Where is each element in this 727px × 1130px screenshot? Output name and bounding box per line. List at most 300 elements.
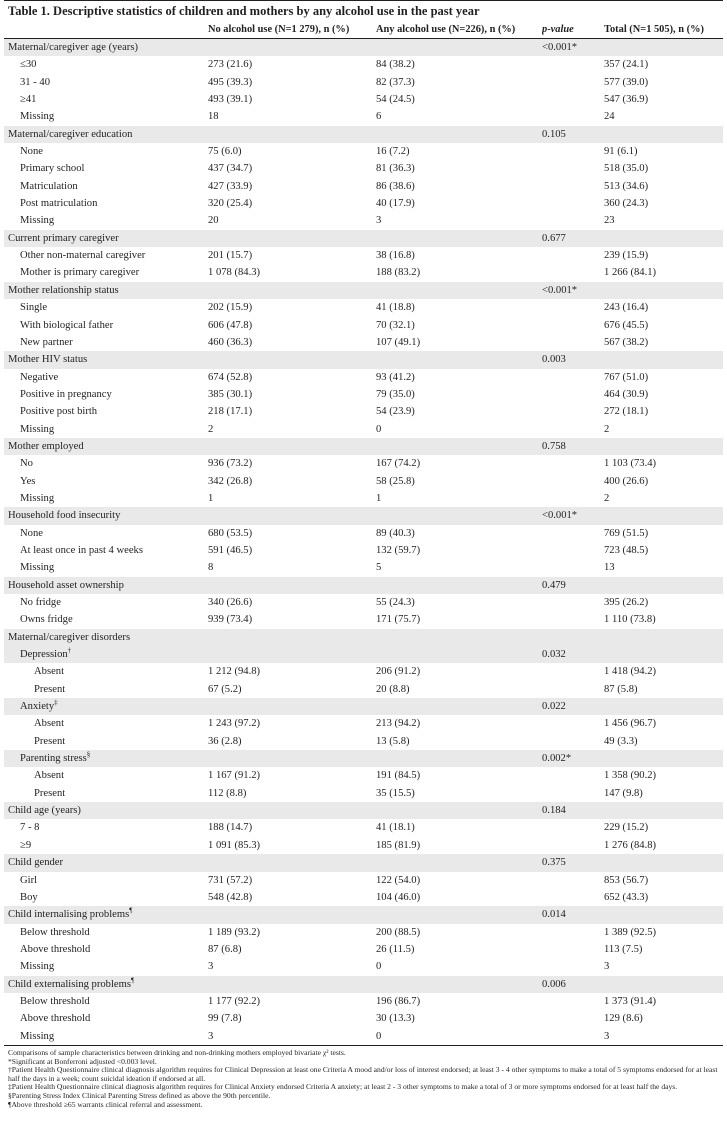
cell-no-alcohol [208,577,376,594]
row-label [4,525,208,542]
cell-no-alcohol [208,126,376,143]
cell-no-alcohol [208,507,376,524]
cell-any-alcohol-text: 13 (5.8) [376,735,410,747]
row-label-text: Boy [20,891,38,903]
cell-any-alcohol-text: 171 (75.7) [376,614,421,626]
cell-no-alcohol [208,403,376,420]
cell-any-alcohol [376,577,542,594]
row-label [4,889,208,906]
cell-p-value-text: 0.006 [542,978,566,990]
cell-total [604,594,723,611]
table-row [4,143,723,160]
cell-any-alcohol [376,317,542,334]
table-row [4,785,723,802]
table-row [4,334,723,351]
cell-no-alcohol [208,230,376,247]
cell-any-alcohol [376,681,542,698]
cell-any-alcohol-text: 82 (37.3) [376,76,415,88]
cell-any-alcohol [376,212,542,229]
cell-any-alcohol [376,837,542,854]
row-label-text: At least once in past 4 weeks [20,544,143,556]
cell-no-alcohol [208,74,376,91]
cell-total-text: 3 [604,1030,610,1042]
row-label-text: Missing [20,961,55,973]
cell-total [604,369,723,386]
cell-p-value [542,542,604,559]
cell-no-alcohol-text: 320 (25.4) [208,198,253,210]
row-label [4,906,208,923]
row-label [4,854,208,871]
row-label [4,542,208,559]
cell-no-alcohol [208,386,376,403]
cell-any-alcohol-text: 26 (11.5) [376,943,415,955]
cell-any-alcohol [376,195,542,212]
row-label [4,317,208,334]
row-label [4,39,208,57]
table-row [4,247,723,264]
table-row [4,74,723,91]
cell-p-value-text: 0.014 [542,909,566,921]
cell-p-value-text: 0.758 [542,440,566,452]
row-label [4,421,208,438]
table-row [4,369,723,386]
cell-no-alcohol [208,39,376,57]
cell-no-alcohol-text: 342 (26.8) [208,475,253,487]
cell-total-text: 1 358 (90.2) [604,770,657,782]
cell-any-alcohol-text: 81 (36.3) [376,163,415,175]
cell-any-alcohol-text: 58 (25.8) [376,475,415,487]
cell-no-alcohol-text: 427 (33.9) [208,180,253,192]
cell-p-value [542,351,604,368]
cell-any-alcohol [376,854,542,871]
cell-p-value-text: <0.001* [542,284,578,296]
cell-no-alcohol [208,941,376,958]
footnote-marker: § [86,750,91,759]
row-label [4,785,208,802]
row-label-text: No [20,458,33,470]
table-row [4,715,723,732]
cell-no-alcohol [208,542,376,559]
cell-any-alcohol-text: 196 (86.7) [376,995,421,1007]
cell-total [604,837,723,854]
cell-no-alcohol-text: 201 (15.7) [208,250,253,262]
row-label-text: No fridge [20,597,61,608]
table-row [4,611,723,628]
cell-p-value [542,39,604,57]
row-label [4,282,208,299]
row-label-text: Mother relationship status [8,284,119,296]
row-label [4,976,208,993]
row-label [4,611,208,628]
row-label-text: Child externalising problems [8,978,131,990]
cell-p-value [542,646,604,663]
cell-no-alcohol [208,958,376,975]
cell-any-alcohol-text: 107 (49.1) [376,336,421,348]
cell-any-alcohol-text: 3 [376,215,382,227]
cell-total [604,1028,723,1046]
cell-p-value [542,785,604,802]
row-label [4,819,208,836]
cell-no-alcohol-text: 680 (53.5) [208,527,253,539]
cell-total [604,559,723,576]
cell-total [604,715,723,732]
cell-no-alcohol-text: 273 (21.6) [208,59,253,71]
table-row [4,490,723,507]
cell-total [604,767,723,784]
row-label-text: Primary school [20,163,85,175]
cell-total-text: 2 [604,492,610,504]
cell-p-value [542,837,604,854]
cell-total [604,733,723,750]
row-label [4,1010,208,1027]
table-row [4,872,723,889]
table-section-row [4,351,723,368]
cell-p-value [542,108,604,125]
row-label-text: Other non-maternal caregiver [20,250,146,262]
row-label [4,386,208,403]
cell-p-value [542,941,604,958]
row-label [4,351,208,368]
cell-any-alcohol [376,56,542,73]
cell-no-alcohol [208,698,376,715]
table-section-row [4,854,723,871]
cell-any-alcohol-text: 20 (8.8) [376,683,410,695]
cell-any-alcohol-text: 89 (40.3) [376,527,415,539]
cell-no-alcohol-text: 75 (6.0) [208,146,242,158]
cell-no-alcohol [208,334,376,351]
cell-total-text: 272 (18.1) [604,406,649,418]
table-row [4,386,723,403]
cell-any-alcohol [376,941,542,958]
cell-any-alcohol [376,594,542,611]
cell-any-alcohol [376,74,542,91]
cell-any-alcohol-text: 188 (83.2) [376,267,421,279]
cell-p-value [542,369,604,386]
cell-any-alcohol [376,542,542,559]
cell-any-alcohol [376,767,542,784]
header-p-value-text: p-value [542,23,574,35]
cell-any-alcohol [376,490,542,507]
row-label-text: Yes [20,475,36,487]
cell-total [604,958,723,975]
cell-no-alcohol-text: 1 177 (92.2) [208,995,261,1007]
cell-total-text: 1 389 (92.5) [604,926,657,938]
cell-p-value [542,872,604,889]
cell-any-alcohol [376,455,542,472]
cell-p-value [542,698,604,715]
cell-no-alcohol [208,351,376,368]
cell-total [604,507,723,524]
table-row [4,993,723,1010]
cell-p-value [542,299,604,316]
row-label [4,663,208,680]
cell-any-alcohol [376,750,542,767]
cell-no-alcohol [208,438,376,455]
cell-total [604,438,723,455]
cell-total-text: 577 (39.0) [604,76,649,88]
row-label [4,941,208,958]
cell-no-alcohol [208,802,376,819]
table-section-row [4,646,723,663]
cell-no-alcohol [208,611,376,628]
table-row [4,160,723,177]
cell-any-alcohol [376,906,542,923]
row-label-text: Owns fridge [20,614,73,626]
cell-total-text: 49 (3.3) [604,735,638,747]
cell-total-text: 1 276 (84.8) [604,839,657,851]
row-label [4,681,208,698]
cell-p-value [542,681,604,698]
footnote: ‡Patient Health Questionnaire clinical diagnosis algorithm requires for Clinical Anxiety endorsed Criteria A anxiety; at least 2 - 3 other symptoms to make a total of 3 or more symptoms endorsed for at least half the days. [8,1082,678,1092]
cell-total-text: 567 (38.2) [604,336,649,348]
row-label [4,646,208,663]
row-label-text: Household asset ownership [8,579,124,591]
row-label-text: Below threshold [20,926,90,938]
footnote-marker: ‡ [54,698,58,707]
row-label-text: New partner [20,336,73,348]
row-label-text: Parenting stress [20,753,87,765]
header-any-alcohol: Any alcohol use (N=226), n (%) [376,20,542,39]
footnote: ¶Above threshold ≥65 warrants clinical referral and assessment. [8,1099,203,1109]
table-row [4,421,723,438]
table-section-row [4,577,723,594]
row-label [4,247,208,264]
cell-no-alcohol [208,317,376,334]
cell-no-alcohol-text: 1 189 (93.2) [208,926,261,938]
table-row [4,91,723,108]
cell-no-alcohol [208,889,376,906]
cell-p-value [542,126,604,143]
cell-p-value-text: <0.001* [542,42,578,53]
cell-total [604,490,723,507]
cell-no-alcohol-text: 493 (39.1) [208,94,253,106]
row-label-text: Present [34,787,66,799]
table-row [4,212,723,229]
cell-total-text: 1 373 (91.4) [604,995,657,1007]
row-label-text: Matriculation [20,180,78,192]
cell-no-alcohol [208,369,376,386]
cell-no-alcohol [208,421,376,438]
row-label [4,126,208,143]
table-row [4,56,723,73]
cell-no-alcohol [208,247,376,264]
cell-any-alcohol-text: 79 (35.0) [376,388,415,400]
row-label-text: Above threshold [20,943,91,955]
cell-any-alcohol [376,889,542,906]
cell-no-alcohol [208,663,376,680]
cell-any-alcohol-text: 40 (17.9) [376,198,415,210]
row-label-text: Missing [20,562,55,574]
cell-no-alcohol-text: 20 [208,215,219,227]
row-label-text: Child age (years) [8,805,81,817]
cell-no-alcohol [208,490,376,507]
cell-any-alcohol [376,1010,542,1027]
cell-total-text: 395 (26.2) [604,597,649,608]
cell-total-text: 513 (34.6) [604,180,649,192]
row-label [4,403,208,420]
cell-no-alcohol [208,195,376,212]
cell-no-alcohol-text: 1 243 (97.2) [208,718,261,730]
cell-any-alcohol [376,160,542,177]
cell-total [604,819,723,836]
cell-no-alcohol [208,1028,376,1046]
cell-total [604,889,723,906]
row-label [4,577,208,594]
table-footnotes [4,1046,722,1109]
table-row [4,108,723,125]
cell-p-value [542,282,604,299]
cell-any-alcohol-text: 104 (46.0) [376,891,421,903]
cell-p-value [542,733,604,750]
cell-total-text: 229 (15.2) [604,822,649,834]
cell-total [604,976,723,993]
table-row [4,178,723,195]
row-label-text: Absent [34,718,65,730]
cell-no-alcohol-text: 1 167 (91.2) [208,770,261,782]
cell-no-alcohol [208,525,376,542]
cell-no-alcohol [208,299,376,316]
row-label [4,473,208,490]
table-row [4,733,723,750]
cell-no-alcohol [208,819,376,836]
row-label-text: Mother HIV status [8,354,88,366]
cell-no-alcohol-text: 1 091 (85.3) [208,839,261,851]
cell-no-alcohol [208,767,376,784]
row-label-text: Positive in pregnancy [20,388,112,400]
cell-total [604,212,723,229]
table-row [4,594,723,611]
cell-total [604,802,723,819]
cell-total-text: 87 (5.8) [604,683,638,695]
cell-no-alcohol [208,872,376,889]
cell-no-alcohol-text: 606 (47.8) [208,319,253,331]
cell-total-text: 23 [604,215,615,227]
cell-total-text: 243 (16.4) [604,302,649,314]
cell-any-alcohol [376,91,542,108]
cell-any-alcohol [376,698,542,715]
cell-p-value [542,178,604,195]
cell-no-alcohol-text: 8 [208,562,214,574]
cell-no-alcohol-text: 87 (6.8) [208,943,242,955]
cell-any-alcohol-text: 122 (54.0) [376,874,421,886]
row-label [4,837,208,854]
cell-total [604,247,723,264]
cell-any-alcohol-text: 132 (59.7) [376,544,421,556]
cell-p-value [542,160,604,177]
cell-p-value [542,1010,604,1027]
cell-p-value [542,629,604,646]
table-header-row [4,20,723,39]
cell-total-text: 147 (9.8) [604,787,643,799]
cell-total-text: 769 (51.5) [604,527,649,539]
cell-total [604,264,723,281]
cell-no-alcohol [208,906,376,923]
cell-p-value [542,74,604,91]
cell-any-alcohol-text: 30 (13.3) [376,1013,415,1025]
cell-p-value [542,854,604,871]
table-section-row [4,698,723,715]
cell-p-value [542,473,604,490]
cell-no-alcohol [208,993,376,1010]
cell-total-text: 518 (35.0) [604,163,649,175]
cell-total-text: 13 [604,562,615,574]
cell-any-alcohol [376,369,542,386]
row-label [4,924,208,941]
cell-total [604,351,723,368]
cell-no-alcohol-text: 18 [208,111,219,123]
row-label [4,369,208,386]
row-label-text: Missing [20,111,55,123]
row-label-text: Post matriculation [20,198,98,210]
cell-no-alcohol-text: 731 (57.2) [208,874,253,886]
cell-any-alcohol-text: 0 [376,1030,382,1042]
table-section-row [4,507,723,524]
cell-total-text: 1 103 (73.4) [604,458,657,470]
footnote-marker: ¶ [129,906,133,915]
cell-any-alcohol [376,473,542,490]
table-row [4,663,723,680]
row-label [4,698,208,715]
header-p-value [542,20,604,39]
footnote-marker: ¶ [131,976,135,985]
cell-total [604,421,723,438]
cell-any-alcohol-text: 84 (38.2) [376,59,415,71]
row-label [4,160,208,177]
table-title: Table 1. Descriptive statistics of children and mothers by any alcohol use in the past year [8,4,480,18]
cell-p-value-text: 0.479 [542,579,566,591]
cell-no-alcohol [208,785,376,802]
cell-any-alcohol-text: 185 (81.9) [376,839,421,851]
row-label-text: Mother is primary caregiver [20,267,140,279]
cell-total-text: 239 (15.9) [604,250,649,262]
row-label-text: ≥41 [20,94,37,106]
cell-total [604,455,723,472]
cell-any-alcohol-text: 213 (94.2) [376,718,421,730]
cell-no-alcohol [208,837,376,854]
cell-p-value [542,507,604,524]
footnote-marker: † [67,646,72,655]
table-row [4,195,723,212]
cell-any-alcohol [376,733,542,750]
cell-any-alcohol [376,924,542,941]
cell-p-value [542,317,604,334]
row-label-text: Maternal/caregiver education [8,128,133,140]
cell-p-value [542,993,604,1010]
cell-no-alcohol [208,178,376,195]
row-label [4,490,208,507]
cell-no-alcohol [208,646,376,663]
table-row [4,542,723,559]
cell-total-text: 357 (24.1) [604,59,649,71]
cell-p-value [542,91,604,108]
cell-any-alcohol-text: 93 (41.2) [376,371,415,383]
cell-total [604,74,723,91]
cell-total [604,160,723,177]
cell-p-value [542,906,604,923]
cell-any-alcohol [376,802,542,819]
cell-p-value-text: 0.184 [542,805,566,817]
cell-total [604,577,723,594]
table-row [4,455,723,472]
cell-p-value [542,212,604,229]
cell-no-alcohol [208,559,376,576]
cell-total-text: 547 (36.9) [604,94,649,106]
cell-total-text: 1 266 (84.1) [604,267,657,279]
cell-p-value-text: 0.003 [542,354,566,366]
row-label [4,178,208,195]
cell-total [604,317,723,334]
cell-total [604,282,723,299]
